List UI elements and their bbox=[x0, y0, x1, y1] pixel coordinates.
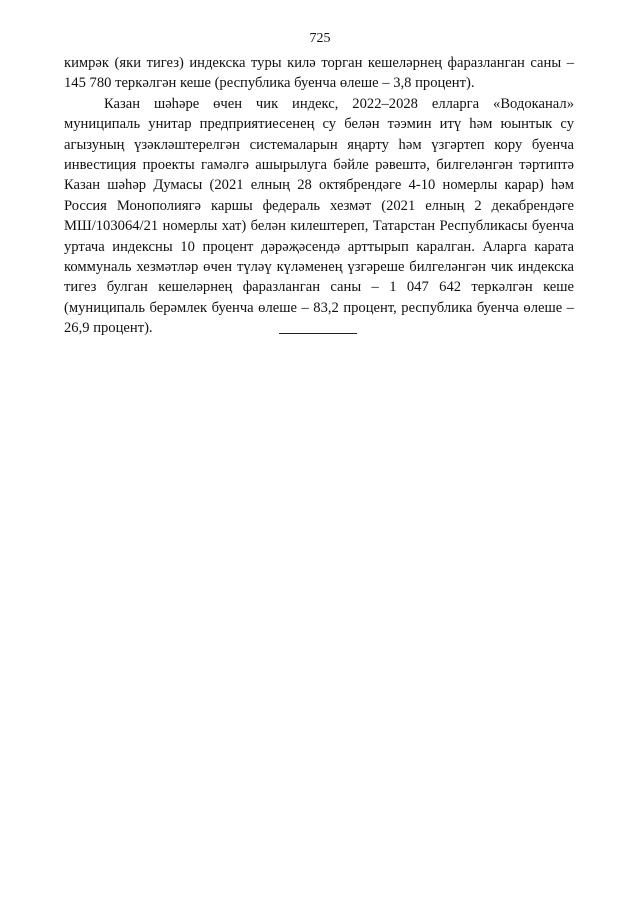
paragraph-continuation: кимрәк (яки тигез) индекска туры килә торган кешеләрнең фаразланган саны – 145 780 теркәлгән кеше (республика буенча өлеше – 3,8 процент). bbox=[64, 55, 574, 92]
document-body bbox=[64, 53, 574, 339]
section-end-divider bbox=[279, 333, 357, 334]
page-number: 725 bbox=[309, 31, 331, 46]
paragraph-kazan-index: Казан шәһәре өчен чик индекс, 2022–2028 елларга «Водоканал» муниципаль унитар предприятиесенең су белән тәэмин итү һәм юынтык су агызуның үзәкләштерелгән системаларын яңарту һәм үзгәртеп кору буенча инвестиция проекты гамәлгә ашырылуга бәйле рәвештә, билгеләнгән тәртиптә Казан шәһәр Думасы (2021 елның 28 октябрендәге 4-10 номерлы карар) һәм Россия Монополиягә каршы федераль хезмәт (2021 елның 2 декабрендәге МШ/103064/21 номерлы хат) белән килештереп, Татарстан Республикасы буенча уртача индексны 10 процент дәрәҗәсендә арттырып каралган. Аларга карата коммуналь хезмәтләр өчен түләү күләменең үзгәреше билгеләнгән чик индекска тигез булган кешеләрнең фаразланган саны – 1 047 642 теркәлгән кеше (муниципаль берәмлек буенча өлеше – 83,2 процент, республика буенча өлеше – 26,9 процент). bbox=[64, 95, 574, 337]
